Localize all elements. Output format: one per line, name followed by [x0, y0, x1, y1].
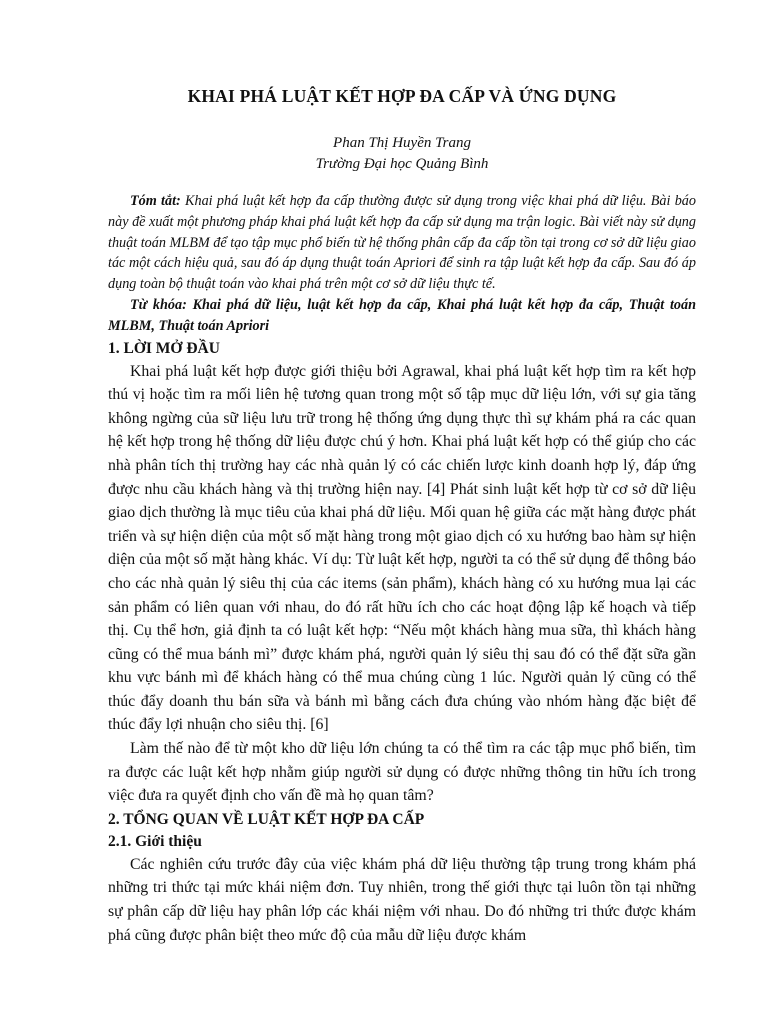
- section-heading-2: 2. TỔNG QUAN VỀ LUẬT KẾT HỢP ĐA CẤP: [108, 810, 425, 828]
- section1-paragraph-1: Khai phá luật kết hợp được giới thiệu bởi Agrawal, khai phá luật kết hợp tìm ra kết hợp thú vị hoặc tìm ra mối liên hệ tương quan trong một số tập mục dữ liệu lớn, với sự gia tăng không ngừng của sữ liệu lưu trữ trong hệ thống ứng dụng thực thì sự khám phá ra các quan hệ kết hợp trong hệ thống dữ liệu được chú ý hơn. Khai phá luật kết hợp có thể giúp cho các nhà phân tích thị trường hay các nhà quản lý có các chiến lược kinh doanh hợp lý, đáp ứng được nhu cầu khách hàng và thị trường hiện nay. [4] Phát sinh luật kết hợp từ cơ sở dữ liệu giao dịch thường là mục tiêu của khai phá dữ liệu. Mối quan hệ giữa các mặt hàng được phát triển và sự hiện diện của một số mặt hàng trong một giao dịch có xu hướng bao hàm sự hiện diện của một số mặt hàng khác. Ví dụ: Từ luật kết hợp, người ta có thể sử dụng để thông báo cho các nhà quản lý siêu thị của các items (sản phẩm), khách hàng có xu hướng mua lại các sản phẩm có liên quan với nhau, do đó rất hữu ích cho các hoạt động lập kế hoạch và tiếp thị. Cụ thể hơn, giả định ta có luật kết hợp: “Nếu một khách hàng mua sữa, thì khách hàng cũng có thể mua bánh mì” được khám phá, người quản lý siêu thị sau đó có thể đặt sữa gần khu vực bánh mì để khách hàng có thể mua chúng cùng 1 lúc. Người quản lý cũng có thể thúc đẩy doanh thu bán sữa và bánh mì bằng cách đưa chúng vào nhóm hàng đặc biệt để thúc đẩy lợi nhuận cho siêu thị. [6]: [108, 362, 696, 734]
- subsection-heading-2-1: 2.1. Giới thiệu: [108, 832, 202, 850]
- abstract-paragraph: [108, 191, 696, 295]
- section-heading-1: 1. LỜI MỞ ĐẦU: [108, 339, 220, 357]
- section1-paragraph-2: Làm thế nào để từ một kho dữ liệu lớn chúng ta có thể tìm ra các tập mục phổ biến, tìm ra được các luật kết hợp nhằm giúp người sử dụng có được những thông tin hữu ích trong việc đưa ra quyết định cho vấn đề mà họ quan tâm?: [108, 740, 696, 805]
- keywords: Từ khóa: Khai phá dữ liệu, luật kết hợp đa cấp, Khai phá luật kết hợp đa cấp, Thuật toán MLBM, Thuật toán Apriori: [108, 296, 696, 334]
- paper-body: [108, 338, 696, 948]
- abstract-block: [108, 191, 696, 337]
- author-block: [108, 133, 696, 175]
- paper-title: KHAI PHÁ LUẬT KẾT HỢP ĐA CẤP VÀ ỨNG DỤNG: [187, 86, 617, 106]
- section21-paragraph-1: Các nghiên cứu trước đây của việc khám phá dữ liệu thường tập trung trong khám phá những tri thức tại mức khái niệm đơn. Tuy nhiên, trong thế giới thực tại luôn tồn tại những sự phân cấp dữ liệu hay phân lớp các khái niệm với nhau. Do đó những tri thức được khám phá cũng được phân biệt theo mức độ của mẫu dữ liệu được khám: [108, 855, 696, 944]
- author-name: Phan Thị Huyền Trang: [333, 135, 471, 151]
- abstract-text: Khai phá luật kết hợp đa cấp thường được sử dụng trong việc khai phá dữ liệu. Bài báo này đề xuất một phương pháp khai phá luật kết hợp đa cấp sử dụng ma trận logic. Bài viết này sử dụng thuật toán MLBM để tạo tập mục phổ biến từ hệ thống phân cấp đa cấp tồn tại trong cơ sở dữ liệu giao tác một cách hiệu quả, sau đó áp dụng thuật toán Apriori để sinh ra tập luật kết hợp đa cấp. Sau đó áp dụng toàn bộ thuật toán vào khai phá trên một cơ sở dữ liệu thực tế.: [108, 193, 696, 293]
- abstract-label: Tóm tắt:: [130, 193, 181, 209]
- author-affiliation: Trường Đại học Quảng Bình: [315, 156, 489, 172]
